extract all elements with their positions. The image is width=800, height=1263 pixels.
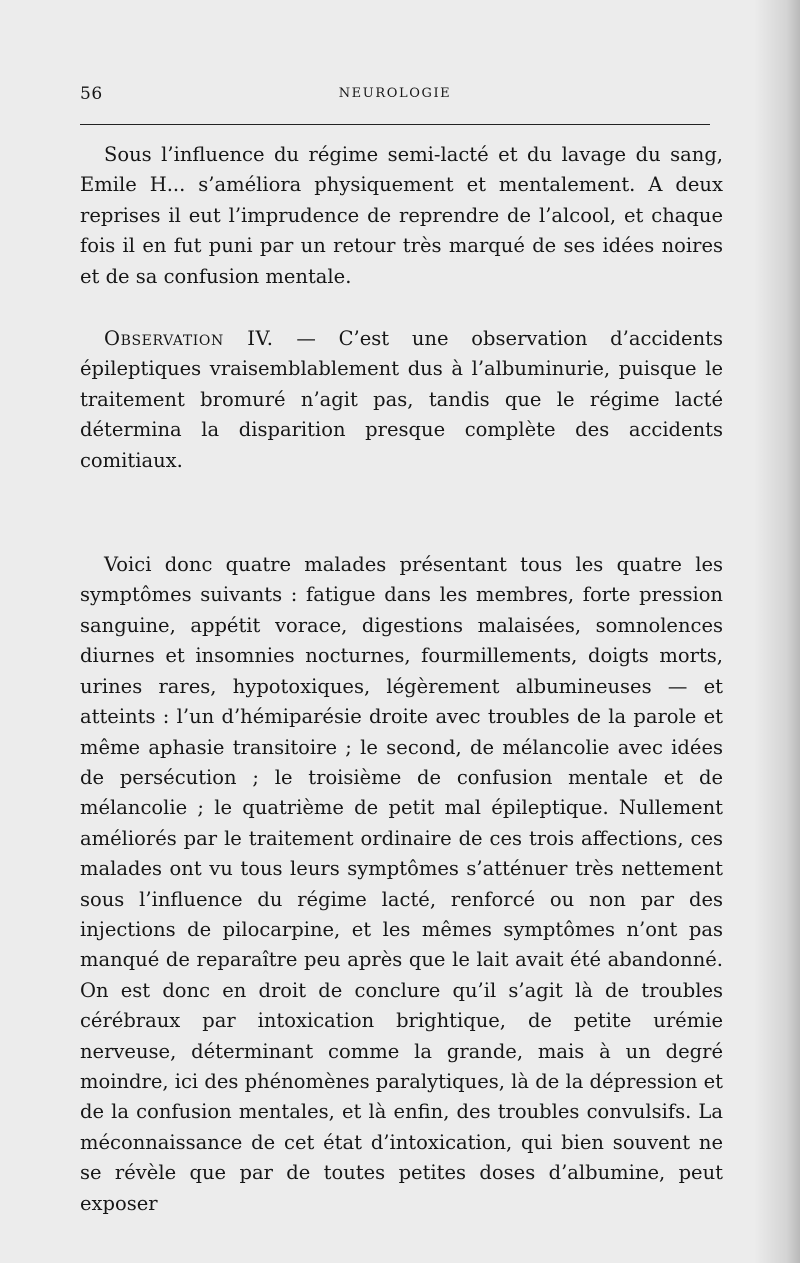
paragraph-2-text: — C’est une observation d’accidents épileptiques vraisemblablement dus à l’albuminurie, puisque le traitement bromuré n’agit pas, tandis que le régime lacté détermina la disparition presque complète des accidents comitiaux.: [80, 327, 723, 472]
body-text: [80, 140, 723, 1219]
page-edge-shadow: [754, 0, 800, 1263]
paragraph-1: [80, 140, 723, 292]
observation-label: Observation IV.: [104, 327, 274, 351]
paragraph-observation-iv: [80, 324, 723, 476]
header-rule: [80, 124, 710, 125]
page-number: 56: [80, 84, 103, 104]
running-title: NEUROLOGIE: [338, 86, 452, 101]
paragraph-1-text: Sous l’influence du régime semi-lacté et du lavage du sang, Emile H... s’améliora physiquement et mentalement. A deux reprises il eut l’imprudence de reprendre de l’alcool, et chaque fois il en fut puni par un retour très marqué de ses idées noires et de sa confusion mentale.: [80, 143, 723, 288]
paragraph-3-text: Voici donc quatre malades présentant tous les quatre les symptômes suivants : fatigue dans les membres, forte pression sanguine, appétit vorace, digestions malaisées, somnolences diurnes et insomnies nocturnes, fourmillements, doigts morts, urines rares, hypotoxiques, légèrement albumineuses — et atteints : l’un d’hémiparésie droite avec troubles de la parole et même aphasie transitoire ; le second, de mélancolie avec idées de persécution ; le troisième de confusion mentale et de mélancolie ; le quatrième de petit mal épileptique. Nullement améliorés par le traitement ordinaire de ces trois affections, ces malades ont vu tous leurs symptômes s’atténuer très nettement sous l’influence du régime lacté, renforcé ou non par des injections de pilocarpine, et les mêmes symptômes n’ont pas manqué de reparaître peu après que le lait avait été abandonné. On est donc en droit de conclure qu’il s’agit là de troubles cérébraux par intoxication brightique, de petite urémie nerveuse, déterminant comme la grande, mais à un degré moindre, ici des phénomènes paralytiques, là de la dépression et de la confusion mentales, et là enfin, des troubles convulsifs. La méconnaissance de cet état d’intoxication, qui bien souvent ne se révèle que par de toutes petites doses d’albumine, peut exposer: [80, 553, 724, 1215]
paragraph-3: [80, 550, 723, 1219]
page-header: [80, 78, 710, 108]
